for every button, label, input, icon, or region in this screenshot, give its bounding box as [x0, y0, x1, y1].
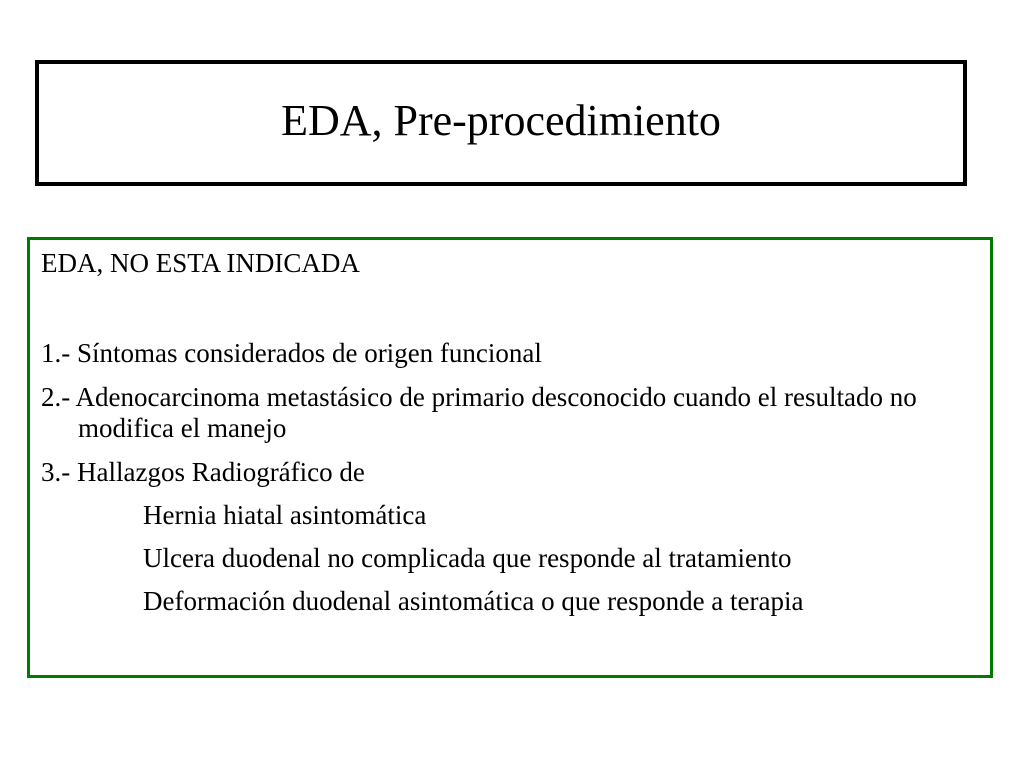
list-item-3: 3.- Hallazgos Radiográfico de: [41, 457, 365, 487]
content-frame: [27, 237, 993, 678]
criteria-list: [41, 338, 984, 488]
radiographic-findings-list: [41, 500, 984, 617]
title-frame: [35, 60, 967, 186]
sublist-item-duodenal-ulcer: Ulcera duodenal no complicada que responde al tratamiento: [143, 543, 792, 573]
slide-title: EDA, Pre-procedimiento: [281, 96, 721, 145]
content-body: [41, 248, 984, 617]
sublist-item-duodenal-deformation: Deformación duodenal asintomática o que responde a terapia: [143, 586, 804, 616]
list-item-2: 2.- Adenocarcinoma metastásico de primario desconocido cuando el resultado no modifica el manejo: [41, 382, 917, 443]
list-item-1: 1.- Síntomas considerados de origen funcional: [41, 338, 542, 368]
sublist-item-hiatal-hernia: Hernia hiatal asintomática: [143, 500, 427, 530]
content-heading: EDA, NO ESTA INDICADA: [41, 248, 360, 278]
